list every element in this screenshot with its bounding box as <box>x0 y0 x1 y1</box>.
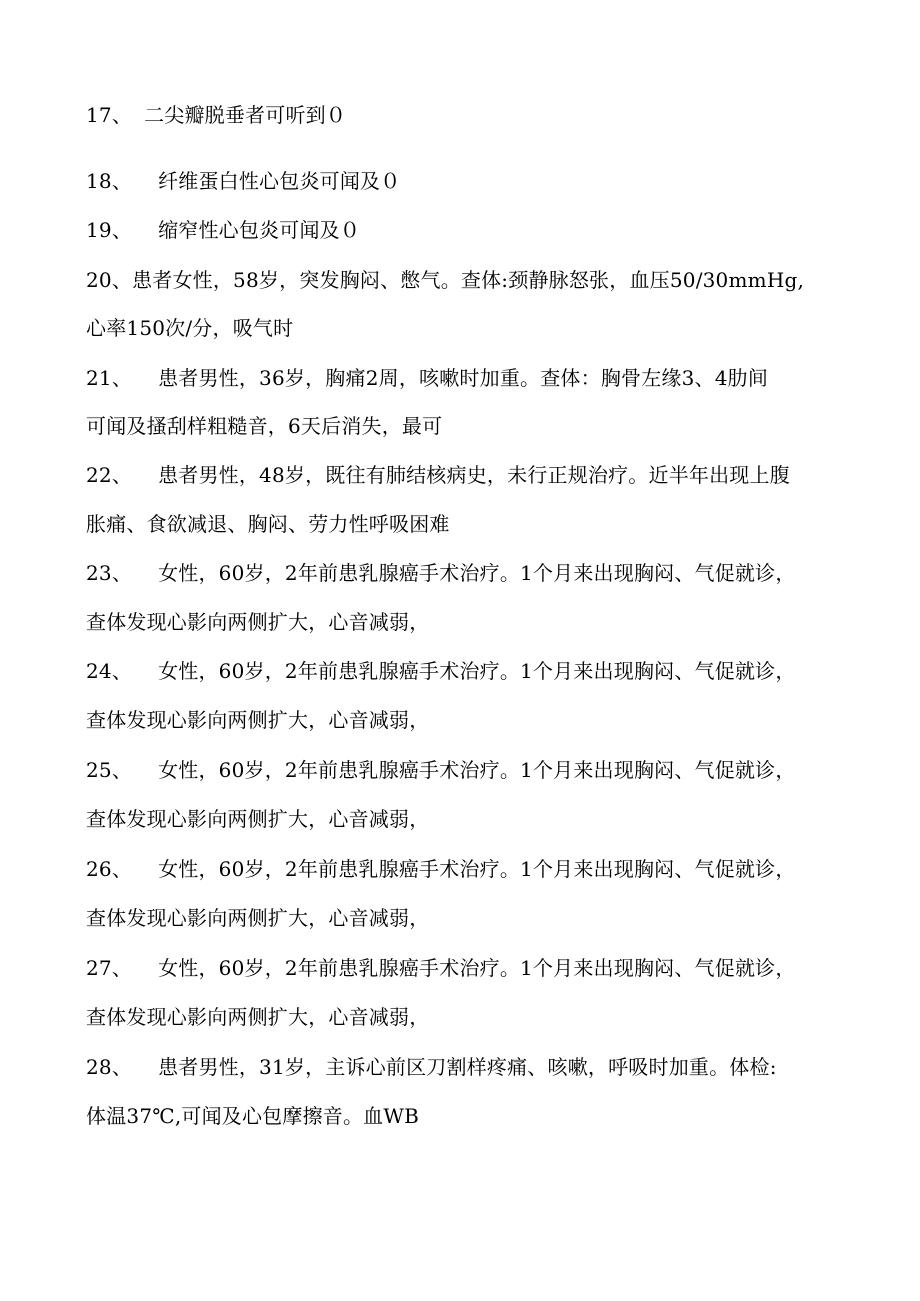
question-18-line-1 <box>86 167 400 195</box>
question-21-line-1 <box>86 364 768 392</box>
question-text: 查体发现心影向两侧扩大，心音减弱， <box>86 807 430 831</box>
question-text: 查体发现心影向两侧扩大，心音减弱， <box>86 610 430 634</box>
question-28-line-2 <box>86 1102 419 1130</box>
question-27-line-1 <box>86 954 796 982</box>
question-number: 19、 <box>86 218 133 242</box>
question-text: 查体发现心影向两侧扩大，心音减弱， <box>86 1005 430 1029</box>
question-19-line-1 <box>86 216 360 244</box>
question-17-line-1 <box>86 101 346 129</box>
question-text: 查体发现心影向两侧扩大，心音减弱， <box>86 906 430 930</box>
question-26-line-1 <box>86 855 796 883</box>
question-26-line-2 <box>86 904 429 932</box>
question-20-line-1 <box>86 266 804 294</box>
question-text: 患者男性，48岁，既往有肺结核病史，未行正规治疗。近半年出现上腹 <box>158 463 790 487</box>
question-text: 二尖瓣脱垂者可听到０ <box>144 103 347 127</box>
question-text: 患者男性，36岁，胸痛2周，咳嗽时加重。查体：胸骨左缘3、4肋间 <box>158 366 769 390</box>
question-text: 患者女性，58岁，突发胸闷、憋气。查体:颈静脉怒张，血压50/30mmHg, <box>132 268 805 292</box>
question-text: 女性，60岁，2年前患乳腺癌手术治疗。1个月来出现胸闷、气促就诊， <box>158 857 796 881</box>
question-22-line-1 <box>86 461 790 489</box>
question-23-line-1 <box>86 559 796 587</box>
question-text: 女性，60岁，2年前患乳腺癌手术治疗。1个月来出现胸闷、气促就诊， <box>158 758 796 782</box>
question-23-line-2 <box>86 608 429 636</box>
question-text: 可闻及搔刮样粗糙音，6天后消失，最可 <box>86 414 443 438</box>
question-text: 胀痛、食欲减退、胸闷、劳力性呼吸困难 <box>86 512 450 536</box>
question-number: 22、 <box>86 463 133 487</box>
question-27-line-2 <box>86 1003 429 1031</box>
question-number: 20、 <box>86 268 133 292</box>
question-21-line-2 <box>86 412 442 440</box>
question-25-line-2 <box>86 805 429 833</box>
question-number: 26、 <box>86 857 133 881</box>
question-20-line-2 <box>86 314 293 342</box>
question-text: 体温37℃,可闻及心包摩擦音。血WB <box>86 1104 420 1128</box>
question-number: 27、 <box>86 956 133 980</box>
question-22-line-2 <box>86 510 450 538</box>
question-text: 心率150次/分，吸气时 <box>86 316 294 340</box>
question-number: 21、 <box>86 366 133 390</box>
question-text: 女性，60岁，2年前患乳腺癌手术治疗。1个月来出现胸闷、气促就诊， <box>158 659 796 683</box>
question-number: 24、 <box>86 659 133 683</box>
question-number: 25、 <box>86 758 133 782</box>
question-number: 18、 <box>86 169 133 193</box>
question-24-line-2 <box>86 706 429 734</box>
question-text: 缩窄性心包炎可闻及０ <box>158 218 361 242</box>
question-25-line-1 <box>86 756 796 784</box>
question-text: 纤维蛋白性心包炎可闻及０ <box>158 169 401 193</box>
question-28-line-1 <box>86 1053 777 1081</box>
question-number: 17、 <box>86 103 133 127</box>
question-number: 23、 <box>86 561 133 585</box>
question-24-line-1 <box>86 657 796 685</box>
question-text: 女性，60岁，2年前患乳腺癌手术治疗。1个月来出现胸闷、气促就诊， <box>158 956 796 980</box>
question-text: 女性，60岁，2年前患乳腺癌手术治疗。1个月来出现胸闷、气促就诊， <box>158 561 796 585</box>
question-text: 患者男性，31岁，主诉心前区刀割样疼痛、咳嗽，呼吸时加重。体检: <box>158 1055 777 1079</box>
question-text: 查体发现心影向两侧扩大，心音减弱， <box>86 708 430 732</box>
question-number: 28、 <box>86 1055 133 1079</box>
